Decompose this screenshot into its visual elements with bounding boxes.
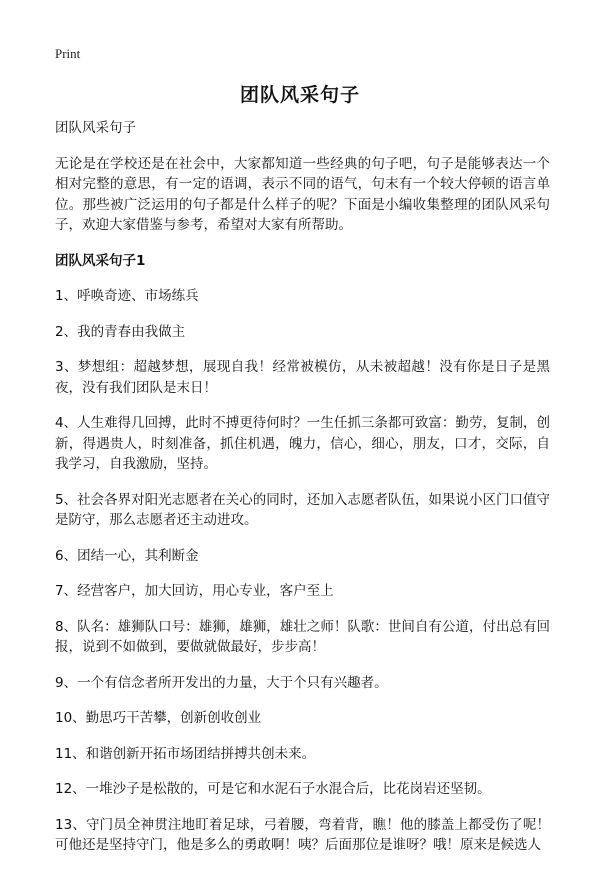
list-item: 11、和谐创新开拓市场团结拼搏共创未来。 <box>55 745 316 762</box>
list-item: 4、人生难得几回搏，此时不搏更待何时？一生任抓三条都可致富：勤劳，复制，创新，得遇贵人，时刻准备，抓住机遇，魄力，信心，细心，朋友，口才，交际，自我学习，自我激励，坚持。 <box>55 415 550 472</box>
list-item: 7、经营客户，加大回访，用心专业，客户至上 <box>55 583 334 599</box>
list-item: 6、团结一心，其利断金 <box>55 547 199 564</box>
list-item: 3、梦想组：超越梦想，展现自我！经常被模仿，从未被超越！没有你是日子是黑夜，没有我们团队是末日！ <box>55 359 550 396</box>
page-title: 团队风采句子 <box>239 84 360 106</box>
document-subtitle: 团队风采句子 <box>55 120 136 136</box>
list-item: 13、守门员全神贯注地盯着足球，弓着腰，弯着背，瞧！他的膝盖上都受伤了呢！可他还是坚持守门，他是多么的勇敢啊！咦？后面那位是谁呀？哦！原来是候选人 <box>55 816 550 853</box>
list-item: 10、勤思巧干苦攀，创新创收创业 <box>55 710 262 726</box>
list-item: 12、一堆沙子是松散的，可是它和水泥石子水混合后，比花岗岩还坚韧。 <box>55 781 491 797</box>
list-item: 2、我的青春由我做主 <box>55 323 186 340</box>
print-label: Print <box>55 46 81 61</box>
list-item: 9、一个有信念者所开发出的力量，大于个只有兴趣者。 <box>55 674 388 691</box>
list-item: 5、社会各界对阳光志愿者在关心的同时，还加入志愿者队伍，如果说小区门口值守是防守，那么志愿者还主动进攻。 <box>55 491 550 528</box>
list-item: 1、呼唤奇迹、市场练兵 <box>55 288 199 304</box>
document-body <box>55 118 550 871</box>
section-heading: 团队风采句子1 <box>55 252 146 269</box>
list-item: 8、队名：雄狮队口号：雄狮，雄狮，雄壮之师！队歌：世间自有公道，付出总有回报，说到不如做到，要做就做最好，步步高！ <box>55 618 550 655</box>
intro-paragraph: 无论是在学校还是在社会中，大家都知道一些经典的句子吧，句子是能够表达一个相对完整的意思，有一定的语调，表示不同的语气，句末有一个较大停顿的语言单位。那些被广泛运用的句子都是什么样子的呢？下面是小编收集整理的团队风采句子，欢迎大家借鉴与参考，希望对大家有所帮助。 <box>55 155 550 233</box>
